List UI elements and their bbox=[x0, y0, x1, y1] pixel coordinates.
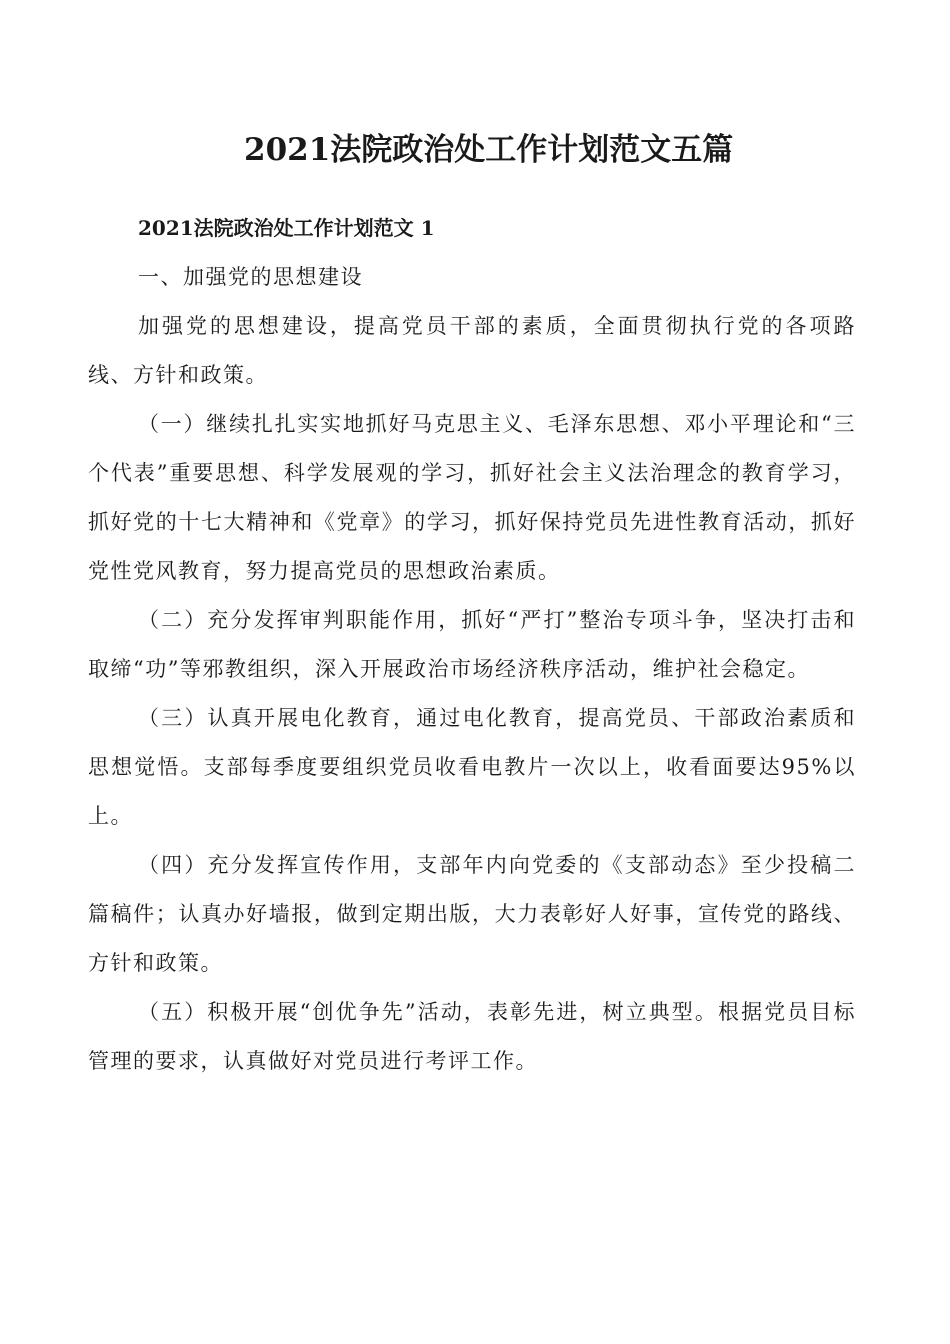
paragraph-item-2: （二）充分发挥审判职能作用，抓好“严打”整治专项斗争，坚决打击和取缔“功”等邪教组织，深入开展政治市场经济秩序活动，维护社会稳定。 bbox=[88, 608, 856, 681]
section-heading: 2021法院政治处工作计划范文 1 bbox=[138, 216, 435, 240]
paragraph-item-3: （三）认真开展电化教育，通过电化教育，提高党员、干部政治素质和思想觉悟。支部每季度要组织党员收看电教片一次以上，收看面要达95%以上。 bbox=[88, 706, 856, 828]
sub-heading: 一、加强党的思想建设 bbox=[138, 265, 363, 289]
paragraph-item-5: （五）积极开展“创优争先”活动，表彰先进，树立典型。根据党员目标管理的要求，认真做好对党员进行考评工作。 bbox=[88, 1000, 856, 1073]
document-title: 2021法院政治处工作计划范文五篇 bbox=[244, 132, 734, 168]
paragraph-intro: 加强党的思想建设，提高党员干部的素质，全面贯彻执行党的各项路线、方针和政策。 bbox=[88, 314, 856, 387]
paragraph-item-4: （四）充分发挥宣传作用，支部年内向党委的《支部动态》至少投稿二篇稿件；认真办好墙报，做到定期出版，大力表彰好人好事，宣传党的路线、方针和政策。 bbox=[88, 853, 856, 975]
paragraph-item-1: （一）继续扎扎实实地抓好马克思主义、毛泽东思想、邓小平理论和“三个代表”重要思想、科学发展观的学习，抓好社会主义法治理念的教育学习，抓好党的十七大精神和《党章》的学习，抓好保持党员先进性教育活动，抓好党性党风教育，努力提高党员的思想政治素质。 bbox=[88, 412, 856, 583]
document-body bbox=[88, 204, 856, 1086]
